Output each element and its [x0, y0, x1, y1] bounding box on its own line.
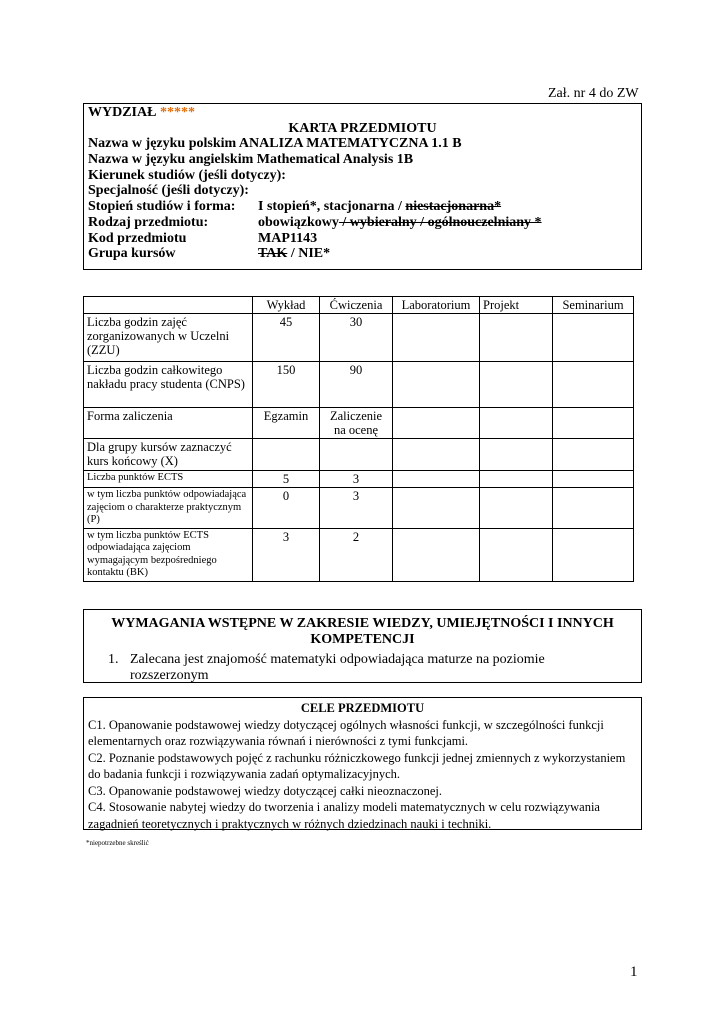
cell	[393, 471, 480, 488]
header-cell	[84, 297, 253, 314]
course-type-row	[88, 215, 637, 231]
table-row	[84, 488, 634, 529]
degree-struck: niestacjonarna*	[405, 199, 502, 215]
cell	[553, 488, 634, 529]
requirements-title: WYMAGANIA WSTĘPNE W ZAKRESIE WIEDZY, UMIEJĘTNOŚCI I INNYCH KOMPETENCJI	[111, 616, 614, 647]
name-english: Nazwa w języku angielskim Mathematical Analysis 1B	[88, 152, 414, 168]
cell	[393, 528, 480, 581]
cell	[393, 488, 480, 529]
cell	[393, 439, 480, 471]
faculty-stars: *****	[159, 105, 195, 120]
cell: 0	[253, 488, 320, 529]
table-row	[84, 314, 634, 362]
course-type-struck: / wybieralny / ogólnouczelniany *	[338, 214, 542, 230]
name-polish: Nazwa w języku polskim ANALIZA MATEMATYCZNA 1.1 B	[88, 136, 462, 152]
cell	[553, 362, 634, 408]
cell	[553, 471, 634, 488]
cell: 3	[320, 471, 393, 488]
goal-item: C1. Opanowanie podstawowej wiedzy dotyczącej ogólnych własności funkcji, w szczególności funkcji elementarnych oraz rozwiązywania równań i nierówności z tymi funkcjami.	[88, 717, 604, 748]
cell	[480, 488, 553, 529]
specialization: Specjalność (jeśli dotyczy):	[88, 183, 249, 199]
hours-table-header	[84, 297, 634, 314]
cell	[553, 314, 634, 362]
course-group-struck: TAK	[258, 246, 288, 262]
requirement-item	[108, 652, 570, 684]
table-row	[84, 471, 634, 488]
cell	[553, 439, 634, 471]
requirement-text: Zalecana jest znajomość matematyki odpowiadająca maturze na poziomie rozszerzonym	[130, 652, 545, 683]
row-label: Liczba punktów ECTS	[84, 471, 253, 488]
table-row	[84, 528, 634, 581]
table-row	[84, 408, 634, 439]
course-code-row	[88, 231, 637, 247]
header-cell: Ćwiczenia	[320, 297, 393, 314]
table-row	[84, 362, 634, 408]
degree-row	[88, 199, 637, 215]
course-card-header	[83, 103, 642, 270]
requirement-number: 1.	[108, 652, 119, 667]
cell	[393, 408, 480, 439]
row-label: w tym liczba punktów ECTS odpowiadająca zajęciom wymagającym bezpośredniego kontaktu (BK)	[84, 528, 253, 581]
page-number: 1	[630, 964, 638, 980]
cell	[480, 471, 553, 488]
cell: 90	[320, 362, 393, 408]
cell: 3	[253, 528, 320, 581]
goal-item: C3. Opanowanie podstawowej wiedzy dotyczącej całki nieoznaczonej.	[88, 783, 443, 798]
header-cell: Projekt	[480, 297, 553, 314]
cell: 5	[253, 471, 320, 488]
goal-item: C2. Poznanie podstawowych pojęć z rachunku różniczkowego funkcji jednej zmiennych z wykorzystaniem do badania funkcji i rozwiązywania zadań optymalizacyjnych.	[88, 750, 626, 781]
cell	[553, 408, 634, 439]
cell	[480, 314, 553, 362]
faculty-label: WYDZIAŁ	[88, 105, 160, 120]
footnote: *niepotrzebne skreślić	[86, 839, 149, 847]
goal-item: C4. Stosowanie nabytej wiedzy do tworzenia i analizy modeli matematycznych w celu rozwiązywania zagadnień teoretycznych i praktycznych w różnych dziedzinach nauki i techniki.	[88, 800, 600, 831]
cell	[253, 439, 320, 471]
cell	[480, 408, 553, 439]
cell: 45	[253, 314, 320, 362]
cell: 30	[320, 314, 393, 362]
cell: Egzamin	[253, 408, 320, 439]
degree-value: I stopień*, stacjonarna /	[258, 199, 406, 215]
cell	[393, 362, 480, 408]
row-label: Liczba godzin całkowitego nakładu pracy studenta (CNPS)	[84, 362, 253, 408]
row-label: Dla grupy kursów zaznaczyć kurs końcowy (X)	[84, 439, 253, 471]
cell	[553, 528, 634, 581]
faculty-row	[88, 105, 637, 121]
cell	[480, 362, 553, 408]
goals-box	[83, 697, 642, 830]
field-of-study: Kierunek studiów (jeśli dotyczy):	[88, 167, 286, 183]
cell	[480, 528, 553, 581]
cell	[320, 439, 393, 471]
degree-label: Stopień studiów i forma:	[88, 199, 236, 215]
cell	[480, 439, 553, 471]
course-group-value: / NIE*	[287, 246, 331, 262]
row-label: w tym liczba punktów odpowiadająca zajęciom o charakterze praktycznym (P)	[84, 488, 253, 529]
cell: 150	[253, 362, 320, 408]
course-group-label: Grupa kursów	[88, 246, 176, 262]
attachment-label: Zał. nr 4 do ZW	[548, 86, 639, 101]
course-type-value: obowiązkowy	[258, 214, 339, 230]
header-cell: Wykład	[253, 297, 320, 314]
table-row	[84, 439, 634, 471]
header-cell: Laboratorium	[393, 297, 480, 314]
cell: Zaliczenie na ocenę	[320, 408, 393, 439]
row-label: Forma zaliczenia	[84, 408, 253, 439]
header-cell: Seminarium	[553, 297, 634, 314]
cell: 2	[320, 528, 393, 581]
course-type-label: Rodzaj przedmiotu:	[88, 214, 209, 230]
hours-table	[83, 296, 634, 582]
goals-title: CELE PRZEDMIOTU	[300, 701, 425, 715]
requirements-box	[83, 609, 642, 683]
cell	[393, 314, 480, 362]
row-label: Liczba godzin zajęć zorganizowanych w Uczelni (ZZU)	[84, 314, 253, 362]
cell: 3	[320, 488, 393, 529]
course-group-row	[88, 246, 637, 262]
course-code-label: Kod przedmiotu	[88, 230, 187, 246]
card-title: KARTA PRZEDMIOTU	[288, 120, 437, 136]
course-code-value: MAP1143	[258, 230, 318, 246]
